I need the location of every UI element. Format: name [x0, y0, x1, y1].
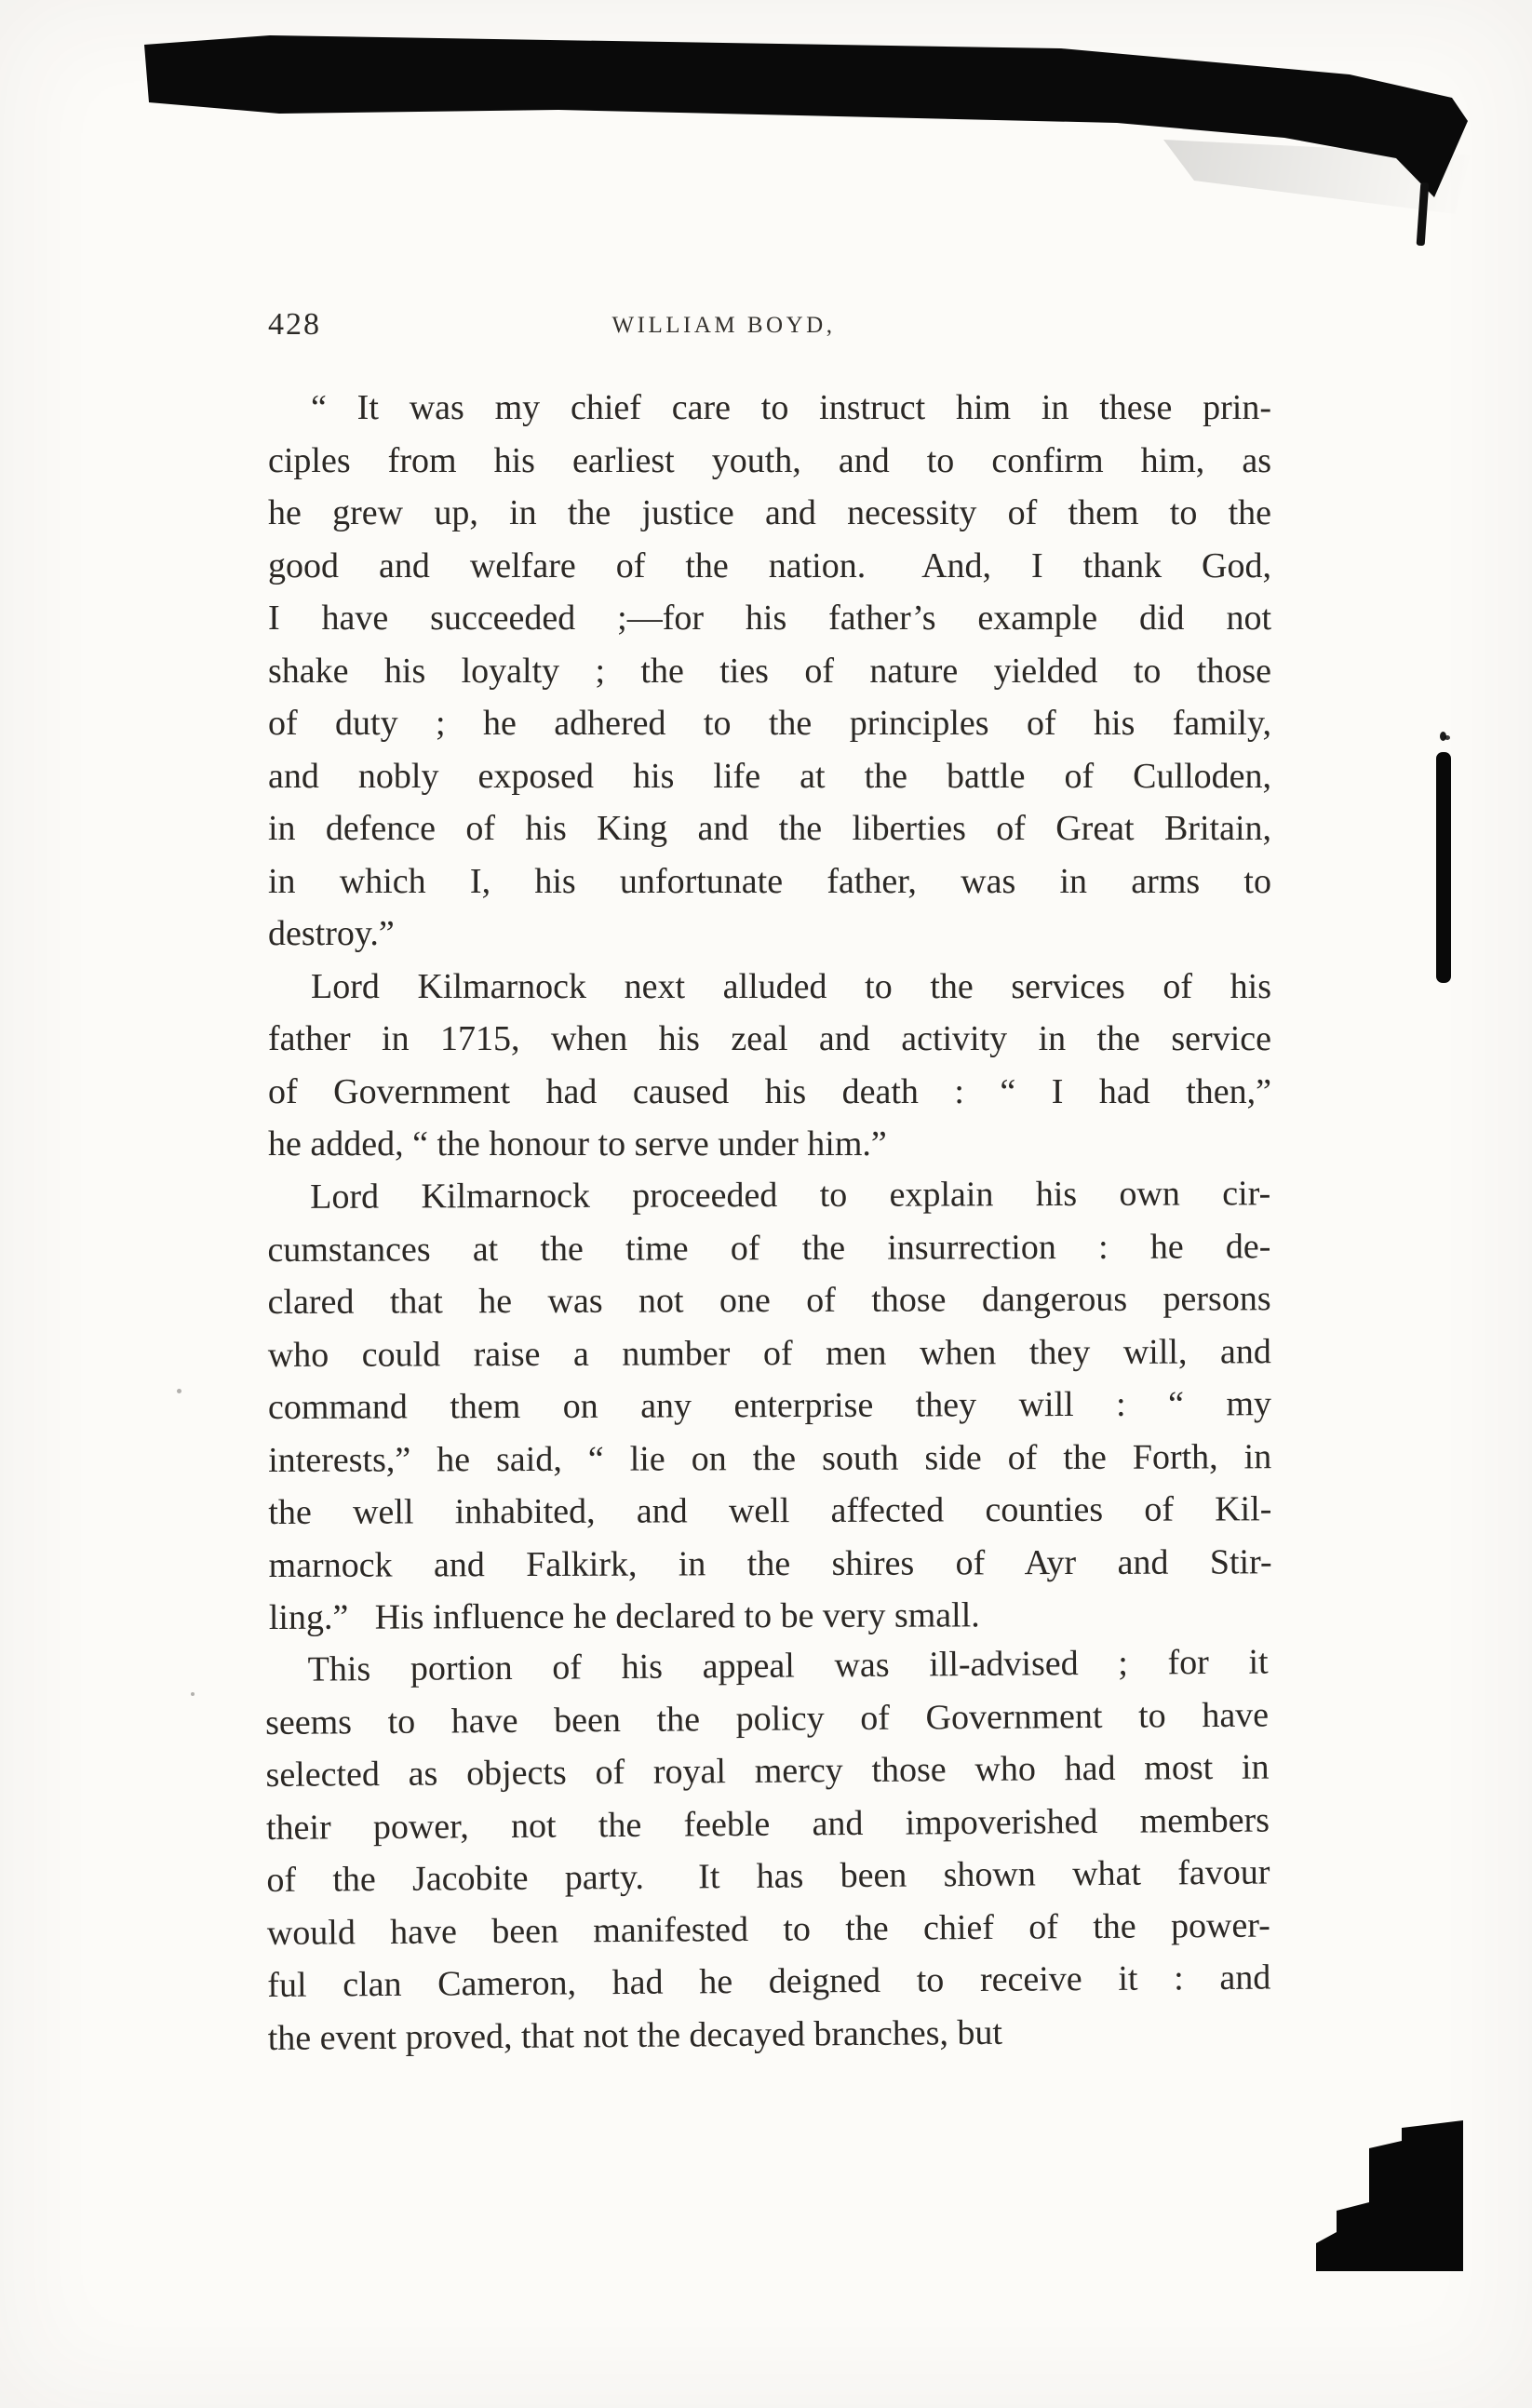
text-line: in which I, his unfortunate father, was in arms to [268, 861, 1271, 901]
paragraph-quote [268, 382, 1271, 961]
scan-artifact-corner-blob [1316, 2120, 1463, 2271]
text-line: clared that he was not one of those dangerous persons [267, 1278, 1271, 1322]
scan-speck [1445, 735, 1450, 740]
page-number: 428 [268, 307, 321, 342]
scan-artifact-right-bar [1436, 752, 1451, 983]
text-line: ciples from his earliest youth, and to confirm him, as [268, 440, 1271, 480]
text-line: ling.” His influence he declared to be very small. [268, 1594, 980, 1637]
text-line: the event proved, that not the decayed branches, but [267, 2012, 1003, 2058]
text-line: their power, not the feeble and impoverished members [265, 1800, 1270, 1848]
text-line: command them on any enterprise they will : “ my [267, 1383, 1272, 1427]
text-line: destroy.” [268, 914, 395, 953]
text-line: “ It was my chief care to instruct him in these prin- [311, 388, 1271, 427]
text-line: of duty ; he adhered to the principles of his family, [268, 704, 1271, 743]
text-line: Lord Kilmarnock next alluded to the services of his [311, 966, 1271, 1006]
text-line: I have succeeded ;—for his father’s example did not [268, 599, 1271, 638]
paragraph [267, 1167, 1272, 1644]
paragraph [264, 1636, 1271, 2065]
scan-speck [177, 1389, 181, 1393]
text-line: selected as objects of royal mercy those who had most in [265, 1747, 1270, 1796]
text-line: marnock and Falkirk, in the shires of Ayr and Stir- [268, 1541, 1272, 1584]
text-line: shake his loyalty ; the ties of nature yielded to those [268, 651, 1271, 691]
text-line: good and welfare of the nation. And, I thank God, [268, 545, 1271, 585]
text-line: he grew up, in the justice and necessity of them to the [268, 493, 1271, 532]
text-line: in defence of his King and the liberties of Great Britain, [268, 809, 1271, 848]
text-line: ful clan Cameron, had he deigned to receive it : and [267, 1957, 1271, 2006]
text-line: cumstances at the time of the insurrection : he de- [267, 1226, 1271, 1270]
text-line: the well inhabited, and well affected counties of Kil- [268, 1488, 1272, 1532]
text-line: seems to have been the policy of Government to have [264, 1695, 1270, 1742]
text-line: interests,” he said, “ lie on the south side of the Forth, in [268, 1436, 1272, 1479]
text-line: and nobly exposed his life at the battle of Culloden, [268, 756, 1271, 796]
running-head-title: WILLIAM BOYD, [611, 313, 836, 338]
text-line: would have been manifested to the chief of the power- [266, 1905, 1271, 1953]
body-text [264, 382, 1272, 2065]
text-line: who could raise a number of men when they will, and [267, 1331, 1271, 1375]
paragraph [268, 961, 1271, 1171]
text-line: he added, “ the honour to serve under him.” [268, 1124, 887, 1164]
text-line: father in 1715, when his zeal and activity in the service [268, 1019, 1271, 1058]
text-line: This portion of his appeal was ill-advised ; for it [307, 1642, 1269, 1689]
text-line: of Government had caused his death : “ I had then,” [268, 1071, 1271, 1111]
text-line: of the Jacobite party. It has been shown what favour [266, 1852, 1270, 1901]
scan-speck [191, 1692, 195, 1696]
text-line: Lord Kilmarnock proceeded to explain his own cir- [310, 1173, 1271, 1217]
page-header-row [268, 307, 1269, 352]
